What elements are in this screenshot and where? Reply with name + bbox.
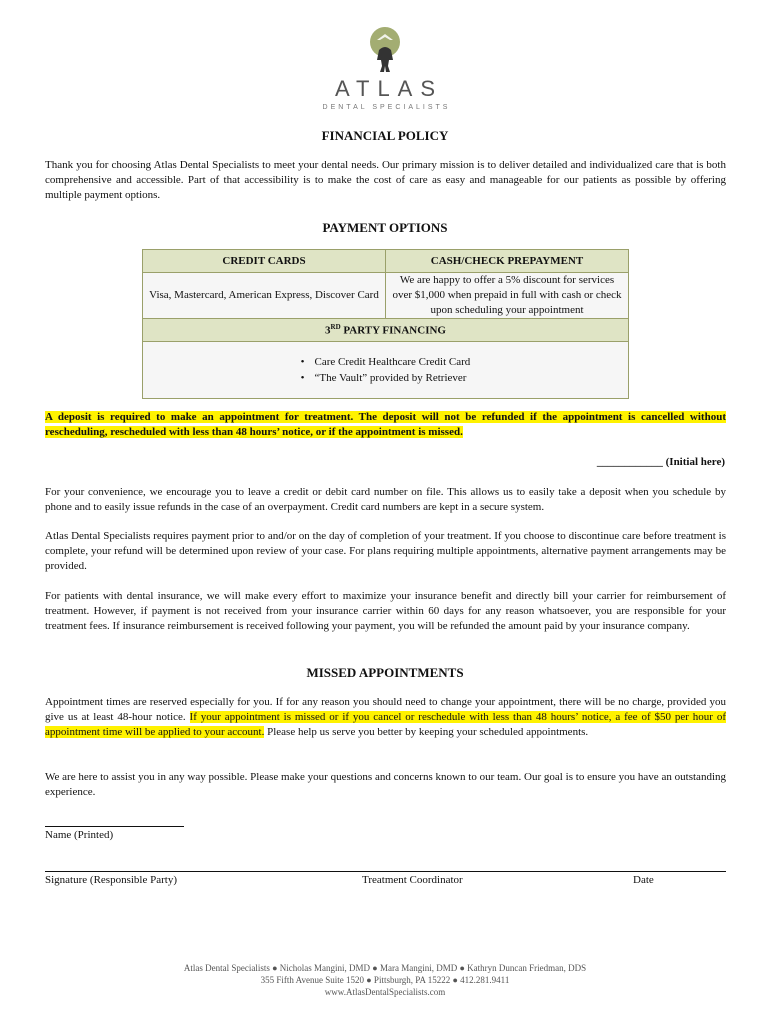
financial-policy-title: FINANCIAL POLICY [321, 128, 449, 143]
logo [0, 26, 770, 111]
footer-line-1: Atlas Dental Specialists ● Nicholas Mangini, DMD ● Mara Mangini, DMD ● Kathryn Duncan Friedman, DDS [183, 963, 587, 973]
signature-line [45, 871, 726, 872]
financing-options [143, 342, 629, 399]
assistance-paragraph: We are here to assist you in any way possible. Please make your questions and concerns known to our team. Our goal is to ensure you have an outstanding experience. [45, 771, 726, 798]
cash-check-header: CASH/CHECK PREPAYMENT [386, 250, 629, 273]
payment-options-title: PAYMENT OPTIONS [322, 220, 448, 235]
missed-appointments-title: MISSED APPOINTMENTS [306, 665, 464, 680]
footer-website: www.AtlasDentalSpecialists.com [324, 987, 446, 997]
brand-name: ATLAS [334, 76, 444, 101]
atlas-figure-icon [363, 26, 407, 74]
signature-label: Signature (Responsible Party) [45, 874, 177, 886]
footer-line-2: 355 Fifth Avenue Suite 1520 ● Pittsburgh, PA 15222 ● 412.281.9411 [260, 975, 510, 985]
card-on-file-paragraph: For your convenience, we encourage you to leave a credit or debit card number on file. This allows us to easily take a deposit when you schedule by phone and to easily issue refunds in the case of an overpayment. Credit card numbers are kept in a secure system. [45, 486, 726, 513]
intro-paragraph: Thank you for choosing Atlas Dental Specialists to meet your dental needs. Our primary mission is to deliver detailed and individualized care that is both comprehensive and accessible. Part of that accessibility is to make the cost of care as easy and manageable for our patients as possible by offering multiple payment options. [45, 159, 726, 201]
deposit-notice: A deposit is required to make an appointment for treatment. The deposit will not be refunded if the appointment is cancelled without rescheduling, rescheduled with less than 48 hours’ notice, or if the appointment is missed. [45, 411, 726, 438]
name-printed-label: Name (Printed) [45, 829, 114, 841]
cash-check-body: We are happy to offer a 5% discount for services over $1,000 when prepaid in full with cash or check upon scheduling your appointment [386, 273, 629, 319]
payment-options-table [142, 249, 629, 399]
date-label: Date [633, 874, 654, 886]
financing-list [301, 354, 471, 386]
missed-appointments-paragraph: Appointment times are reserved especially for you. If for any reason you should need to change your appointment, there will be no charge, provided you give us at least 48-hour notice. If your appointment is missed or if you cancel or reschedule with less than 48 hours’ notice, a fee of $50 per hour of appointment time will be applied to your account. Please help us serve you better by keeping your scheduled appointments. [45, 696, 726, 738]
footer [0, 962, 770, 998]
credit-cards-body: Visa, Mastercard, American Express, Discover Card [143, 273, 386, 319]
third-party-financing-header: 3RD PARTY FINANCING [143, 319, 629, 342]
credit-cards-header: CREDIT CARDS [143, 250, 386, 273]
treatment-coordinator-label: Treatment Coordinator [362, 874, 463, 886]
payment-prior-paragraph: Atlas Dental Specialists requires payment prior to and/or on the day of completion of your treatment. If you choose to discontinue care before treatment is complete, your refund will be determined upon review of your case. For plans requiring multiple appointments, alternative payment arrangements may be provided. [45, 530, 726, 572]
brand-subtitle: DENTAL SPECIALISTS [322, 104, 451, 111]
insurance-paragraph: For patients with dental insurance, we will make every effort to maximize your insurance benefit and directly bill your carrier for reimbursement of treatment. However, if payment is not received from your insurance carrier within 60 days for any reason whatsoever, you are responsible for your treatment fees. If insurance reimbursement is received following your payment, you will be refunded the amount paid by your insurance company. [45, 590, 726, 632]
initial-here-field: ____________ (Initial here) [596, 456, 725, 468]
name-line [45, 826, 184, 827]
list-item: • Care Credit Healthcare Credit Card [301, 354, 471, 370]
list-item: • “The Vault” provided by Retriever [301, 370, 471, 386]
